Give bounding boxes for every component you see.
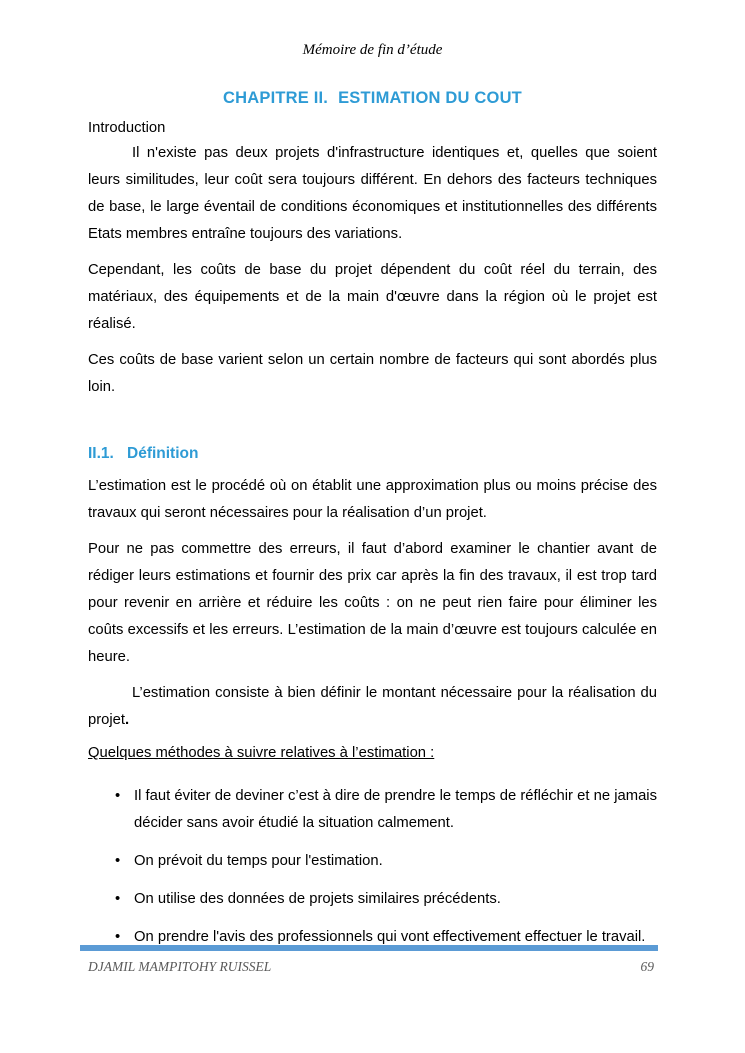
definition-paragraph-1: L’estimation est le procédé où on établit une approximation plus ou moins précise des travaux qui seront nécessaires pour la réalisation d’un projet. — [88, 478, 657, 521]
list-item-text: On prendre l'avis des professionnels qui vont effectivement effectuer le travail. — [134, 929, 646, 945]
intro-paragraph-1: Il n'existe pas deux projets d'infrastructure identiques et, quelles que soient leurs similitudes, leur coût sera toujours différent. En dehors des facteurs techniques de base, le large éventail de conditions économiques et institutionnelles des différents Etats membres entraîne toujours des variations. — [88, 145, 657, 242]
list-item-text: Il faut éviter de deviner c’est à dire de prendre le temps de réfléchir et ne jamais décider sans avoir étudié la situation calmement. — [134, 788, 657, 831]
footer-author: DJAMIL MAMPITOHY RUISSEL — [88, 959, 272, 974]
statement-period: . — [125, 712, 130, 728]
statement-text: L’estimation consiste à bien définir le montant nécessaire pour la réalisation du projet — [88, 685, 657, 728]
chapter-name: ESTIMATION DU COUT — [338, 89, 522, 107]
definition-statement — [88, 680, 657, 734]
section-heading-definition — [88, 445, 657, 463]
list-item-text: On prévoit du temps pour l'estimation. — [134, 853, 383, 869]
methods-heading: Quelques méthodes à suivre relatives à l’estimation : — [88, 745, 435, 761]
chapter-title — [88, 89, 657, 108]
intro-heading: Introduction — [88, 120, 166, 136]
list-item — [115, 886, 657, 913]
footer-row — [80, 951, 658, 975]
footer-page-number: 69 — [640, 959, 654, 974]
intro-paragraph-2: Cependant, les coûts de base du projet dépendent du coût réel du terrain, des matériaux, des équipements et de la main d'œuvre dans la région où le projet est réalisé. — [88, 262, 657, 332]
definition-paragraph-2: Pour ne pas commettre des erreurs, il faut d’abord examiner le chantier avant de rédiger leurs estimations et fournir des prix car après la fin des travaux, il est trop tard pour revenir en arrière et réduire les coûts : on ne peut rien faire pour éliminer les coûts excessifs et les erreurs. L’estimation de la main d’œuvre est toujours calculée en heure. — [88, 541, 657, 665]
list-item-text: On utilise des données de projets similaires précédents. — [134, 891, 501, 907]
list-item — [115, 783, 657, 837]
intro-paragraph-3: Ces coûts de base varient selon un certain nombre de facteurs qui sont abordés plus loin. — [88, 352, 657, 395]
section-number: II.1. — [88, 445, 114, 462]
list-item — [115, 848, 657, 875]
chapter-number: CHAPITRE II. — [223, 89, 329, 107]
running-header: Mémoire de fin d’étude — [302, 42, 443, 58]
page-footer — [80, 945, 658, 975]
methods-list — [88, 783, 657, 951]
section-title: Définition — [127, 445, 199, 462]
